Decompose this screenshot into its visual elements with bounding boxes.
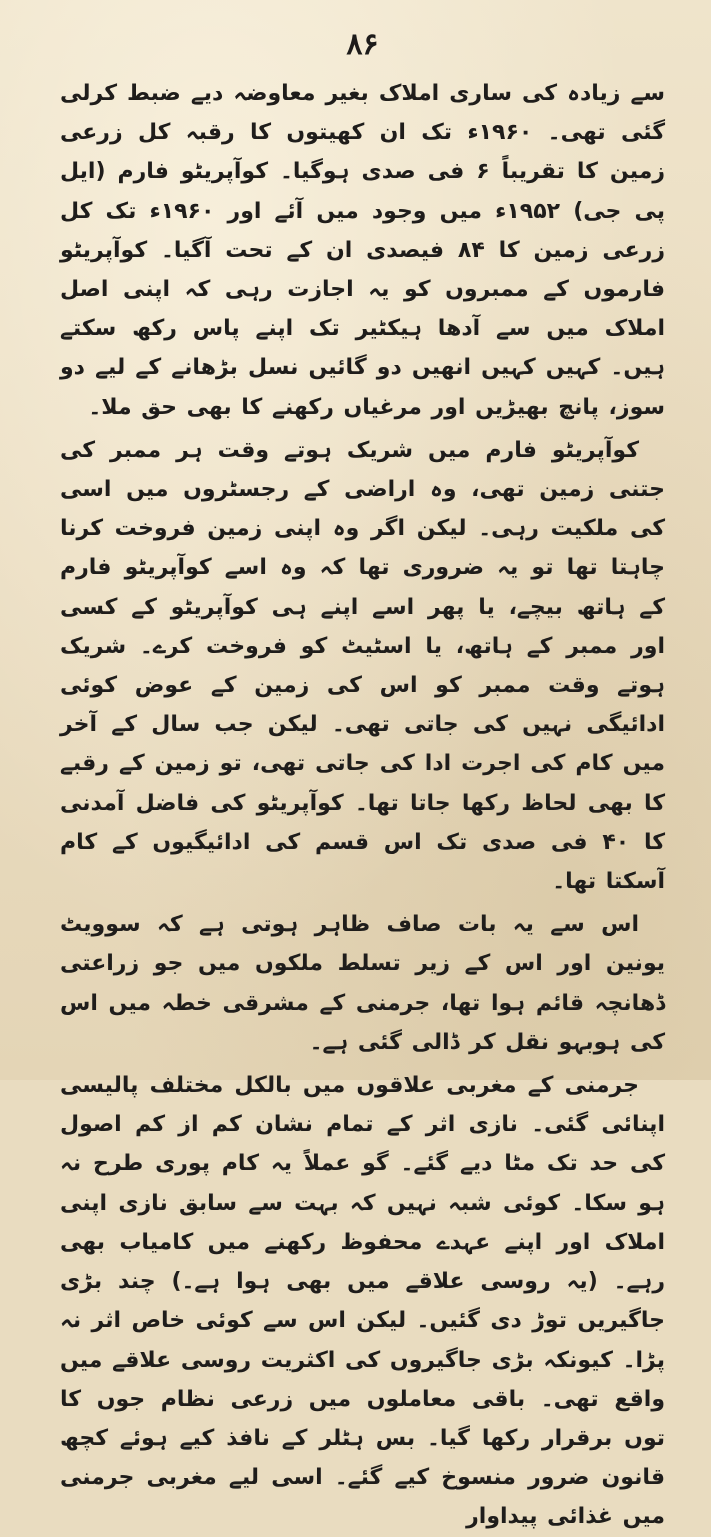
paragraph-3: اس سے یہ بات صاف ظاہر ہوتی ہے کہ سوویٹ یونین اور اس کے زیر تسلط ملکوں میں جو زراعتی ڈھانچہ قائم ہوا تھا، جرمنی کے مشرقی خطہ میں اس کی ہوبہو نقل کر ڈالی گئی ہے۔: [60, 912, 665, 1055]
paragraph-2: کوآپریٹو فارم میں شریک ہوتے وقت ہر ممبر کی جتنی زمین تھی، وہ اراضی کے رجسٹروں میں اسی کی ملکیت رہی۔ لیکن اگر وہ اپنی زمین فروخت کرنا چاہتا تھا تو یہ ضروری تھا کہ وہ اسے کوآپریٹو فارم کے ہاتھ بیچے، یا پھر اسے اپنے ہی کوآپریٹو کے کسی اور ممبر کے ہاتھ، یا اسٹیٹ کو فروخت کرے۔ شریک ہوتے وقت ممبر کو اس کی زمین کے عوض کوئی ادائیگی نہیں کی جاتی تھی۔ لیکن جب سال کے آخر میں کام کی اجرت ادا کی جاتی تھی، تو زمین کے رقبے کا بھی لحاظ رکھا جاتا تھا۔ کوآپریٹو کی فاضل آمدنی کا ۴۰ فی صدی تک اس قسم کی ادائیگیوں کے کام آسکتا تھا۔: [60, 437, 665, 895]
paragraph-1: سے زیادہ کی ساری املاک بغیر معاوضہ دیے ضبط کرلی گئی تھی۔ ۱۹۶۰ء تک ان کھیتوں کا رقبہ کل زرعی زمین کا تقریباً ۶ فی صدی ہوگیا۔ کوآپریٹو فارم (ایل پی جی) ۱۹۵۲ء میں وجود میں آئے اور ۱۹۶۰ء تک کل زرعی زمین کا ۸۴ فیصدی ان کے تحت آگیا۔ کوآپریٹو فارموں کے ممبروں کو یہ اجازت رہی کہ اپنی اصل املاک میں سے آدھا ہیکٹیر تک اپنے پاس رکھ سکتے ہیں۔ کہیں کہیں انھیں دو گائیں نسل بڑھانے کے لیے دو سوز، پانچ بھیڑیں اور مرغیاں رکھنے کا بھی حق ملا۔: [60, 81, 665, 420]
page-number: ۸۶: [346, 27, 379, 62]
page-body: [60, 74, 665, 1537]
paragraph-4: جرمنی کے مغربی علاقوں میں بالکل مختلف پالیسی اپنائی گئی۔ نازی اثر کے تمام نشان کم از کم اصول کی حد تک مٹا دیے گئے۔ گو عملاً یہ کام پوری طرح نہ ہو سکا۔ کوئی شبہ نہیں کہ بہت سے سابق نازی اپنی املاک اور اپنے عہدے محفوظ رکھنے میں کامیاب بھی رہے۔ (یہ روسی علاقے میں بھی ہوا ہے۔) چند بڑی جاگیریں توڑ دی گئیں۔ لیکن اس سے کوئی خاص اثر نہ پڑا۔ کیونکہ بڑی جاگیروں کی اکثریت روسی علاقے میں واقع تھی۔ باقی معاملوں میں زرعی نظام جوں کا توں برقرار رکھا گیا۔ بس ہٹلر کے نافذ کیے ہوئے کچھ قانون ضرور منسوخ کیے گئے۔ اسی لیے مغربی جرمنی میں غذائی پیداوار: [60, 1073, 665, 1530]
